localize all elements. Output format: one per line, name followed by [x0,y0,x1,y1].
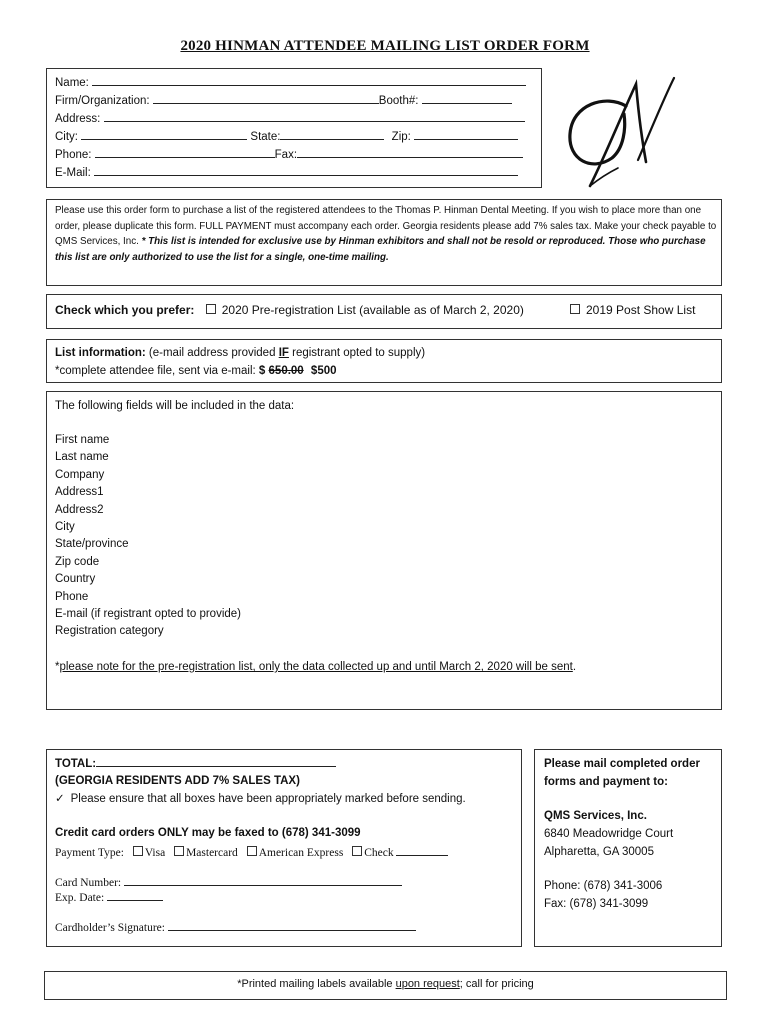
payment-type-label: Payment Type: [55,847,124,859]
info-bold-text: * This list is intended for exclusive use by Hinman exhibitors and shall not be resold or reproduced. Those who purchase this list are only authorized to use the list for a single, one-time mailing. [55,236,706,263]
list-item: Company [55,468,105,481]
cc-fax-note: Credit card orders ONLY may be faxed to (678) 341-3099 [55,827,361,839]
footer-text-pre: *Printed mailing labels available [237,978,393,990]
mail-to-content [544,755,700,913]
phone-label: Phone: [55,149,92,161]
ga-tax-note: (GEORGIA RESIDENTS ADD 7% SALES TAX) [55,775,300,787]
total-label: TOTAL: [55,758,97,770]
signature-label: Cardholder’s Signature: [55,922,165,934]
info-text: Please use this order form to purchase a list of the registered attendees to the Thomas P. Hinman Dental Meeting. If you wish to place more than one order, please duplicate this form. FULL PAYMENT must accompany each order. Georgia residents please add 7% sales tax. Make your check payable to QMS Services, Inc. [55,205,717,247]
card-number-label: Card Number: [55,877,122,889]
list-info-line1 [55,344,425,362]
signature-row [55,918,416,937]
fax-input[interactable] [297,145,523,158]
firm-label: Firm/Organization: [55,95,150,107]
mail-to-fax: Fax: (678) 341-3099 [544,898,649,910]
name-row [55,73,526,92]
name-input[interactable] [92,73,526,86]
fax-label: Fax: [274,149,298,161]
mail-to-phone: Phone: (678) 341-3006 [544,880,663,892]
list-item: E-mail (if registrant opted to provide) [55,608,241,621]
pre-registration-option: 2020 Pre-registration List (available as of March 2, 2020) [221,303,524,317]
list-item: Country [55,573,96,586]
address-input[interactable] [104,109,525,122]
total-row [55,754,336,773]
price-dollar: $ [258,365,266,377]
phone-input[interactable] [95,145,275,158]
upon-request-link[interactable]: upon request [395,978,460,990]
note-end: . [572,661,577,673]
mastercard-checkbox[interactable] [174,846,184,856]
note-text: please note for the pre-registration list, only the data collected up and until March 2, 2020 will be sent [59,661,573,673]
signature-input[interactable] [168,918,416,931]
note-star: * [55,661,60,673]
list-item: First name [55,434,110,446]
state-label: State: [250,131,281,143]
new-price: $500 [310,365,337,377]
mail-to-company: QMS Services, Inc. [544,810,647,822]
check-label: Check [364,847,394,859]
post-show-row [566,301,695,319]
pre-registration-checkbox[interactable] [206,304,216,314]
mastercard-label: Mastercard [186,847,238,859]
mail-to-city: Alpharetta, GA 30005 [544,846,654,858]
list-item: Address1 [55,486,104,499]
city-input[interactable] [81,127,247,140]
booth-label: Booth#: [378,95,419,107]
fields-list [55,432,241,641]
fields-intro: The following fields will be included in the data: [55,400,295,412]
pre-registration-note [55,658,576,676]
booth-input[interactable] [422,91,512,104]
footer-note [44,978,727,990]
firm-row [55,91,512,110]
phone-row [55,145,523,164]
mail-to-street: 6840 Meadowridge Court [544,828,674,840]
form-title: 2020 HINMAN ATTENDEE MAILING LIST ORDER FORM [180,38,590,54]
list-item: Zip code [55,555,100,568]
list-info-line2 [55,362,337,378]
exp-date-input[interactable] [107,888,163,901]
list-info-price-label: *complete attendee file, sent via e-mail: [55,365,256,377]
email-row [55,163,518,182]
amex-checkbox[interactable] [247,846,257,856]
list-item: Phone [55,590,89,603]
email-input[interactable] [94,163,518,176]
payment-type-row [55,843,448,862]
list-item: City [55,521,75,534]
exp-date-label: Exp. Date: [55,892,105,904]
zip-input[interactable] [414,127,518,140]
zip-label: Zip: [391,131,411,143]
footer-text-post: ; call for pricing [459,978,534,990]
visa-checkbox[interactable] [133,846,143,856]
city-row [55,127,518,146]
check-checkbox[interactable] [352,846,362,856]
post-show-checkbox[interactable] [570,304,580,314]
list-item: State/province [55,538,129,551]
card-number-input[interactable] [124,873,402,886]
post-show-option: 2019 Post Show List [586,303,696,317]
list-info-text-post: registrant opted to supply) [292,347,426,359]
exp-date-row [55,888,163,906]
city-label: City: [55,131,78,143]
checkmark-icon: ✓ [55,793,65,805]
mail-to-heading-2: forms and payment to: [544,776,668,788]
amex-label: American Express [258,847,344,859]
visa-label: Visa [144,847,166,859]
total-input[interactable] [96,754,336,767]
preference-label: Check which you prefer: [55,303,195,317]
state-input[interactable] [280,127,384,140]
old-price: 650.00 [268,365,304,377]
list-item: Last name [55,451,109,464]
check-number-input[interactable] [396,843,448,856]
list-item: Registration category [55,625,164,638]
list-info-text-pre: (e-mail address provided [148,347,276,359]
ensure-row [55,790,466,808]
list-info-label: List information: [55,347,146,359]
preference-row [55,301,524,319]
ensure-text: Please ensure that all boxes have been appropriately marked before sending. [70,793,466,805]
email-label: E-Mail: [55,167,91,179]
list-info-if: IF [278,347,289,359]
address-label: Address: [55,113,101,125]
list-item: Address2 [55,503,104,516]
address-row [55,109,525,128]
firm-input[interactable] [153,91,379,104]
mail-to-heading-1: Please mail completed order [544,758,700,770]
hinman-logo-icon [560,68,680,198]
info-paragraph [55,203,717,265]
name-label: Name: [55,77,89,89]
